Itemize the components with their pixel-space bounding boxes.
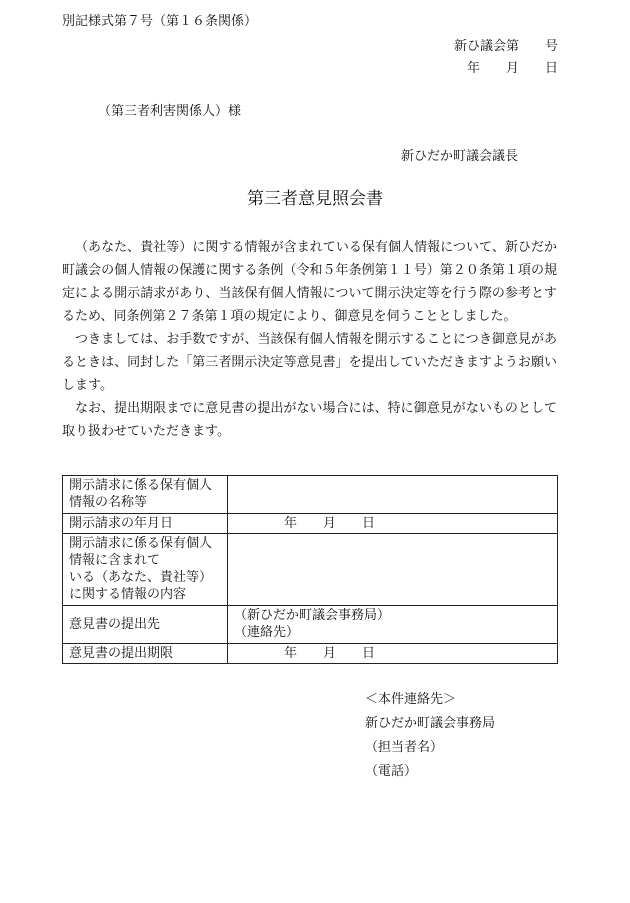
submission-contact: （連絡先） bbox=[234, 625, 300, 640]
form-code: 別記様式第７号（第１６条関係） bbox=[62, 14, 258, 29]
table-label: 開示請求の年月日 bbox=[63, 514, 228, 534]
request-date: 年 月 日 bbox=[284, 516, 376, 531]
document-title: 第三者意見照会書 bbox=[247, 189, 383, 209]
contact-person: （担当者名） bbox=[365, 740, 444, 755]
table-label-line: いる（あなた、貴社等） bbox=[69, 570, 213, 585]
sender: 新ひだか町議会議長 bbox=[400, 149, 518, 164]
addressee: （第三者利害関係人）様 bbox=[98, 104, 242, 119]
table-label: 意見書の提出先 bbox=[63, 606, 228, 644]
table-value bbox=[228, 514, 558, 534]
contact-office: 新ひだか町議会事務局 bbox=[365, 716, 496, 731]
document-date: 年 月 日 bbox=[466, 61, 558, 76]
body-paragraph-2: つきましては、お手数ですが、当該保有個人情報を開示することにつき御意見があるときは、同封した「第三者開示決定等意見書」を提出していただきますようお願いします。 bbox=[62, 332, 557, 393]
table-label-line: に関する情報の内容 bbox=[69, 587, 187, 602]
body-text bbox=[62, 236, 557, 443]
table-row bbox=[63, 606, 558, 644]
table-row bbox=[63, 644, 558, 664]
deadline-date: 年 月 日 bbox=[284, 646, 376, 661]
table-value bbox=[228, 534, 558, 606]
table-value bbox=[228, 476, 558, 514]
body-paragraph-1: （あなた、貴社等）に関する情報が含まれている保有個人情報について、新ひだか町議会の個人情報の保護に関する条例（令和５年条例第１１号）第２０条第１項の規定による開示請求があり、当該保有個人情報について開示決定等を行う際の参考とするため、同条例第２７条第１項の規定により、御意見を伺うこととしました。 bbox=[62, 240, 557, 324]
table-label: 開示請求に係る保有個人情報の名称等 bbox=[63, 476, 228, 514]
document-number: 新ひ議会第 号 bbox=[453, 39, 558, 54]
table-row bbox=[63, 476, 558, 514]
table-label: 意見書の提出期限 bbox=[63, 644, 228, 664]
info-table bbox=[62, 475, 558, 664]
table-value bbox=[228, 644, 558, 664]
body-paragraph-3: なお、提出期限までに意見書の提出がない場合には、特に御意見がないものとして取り扱わせていただきます。 bbox=[62, 401, 557, 439]
contact-block bbox=[365, 688, 495, 784]
table-row bbox=[63, 514, 558, 534]
table-row bbox=[63, 534, 558, 606]
contact-phone: （電話） bbox=[365, 764, 418, 779]
contact-heading: ＜本件連絡先＞ bbox=[365, 692, 457, 707]
table-label-line: 開示請求に係る保有個人情報に含まれて bbox=[69, 536, 213, 568]
table-label bbox=[63, 534, 228, 606]
submission-office: （新ひだか町議会事務局） bbox=[234, 608, 391, 623]
table-value bbox=[228, 606, 558, 644]
